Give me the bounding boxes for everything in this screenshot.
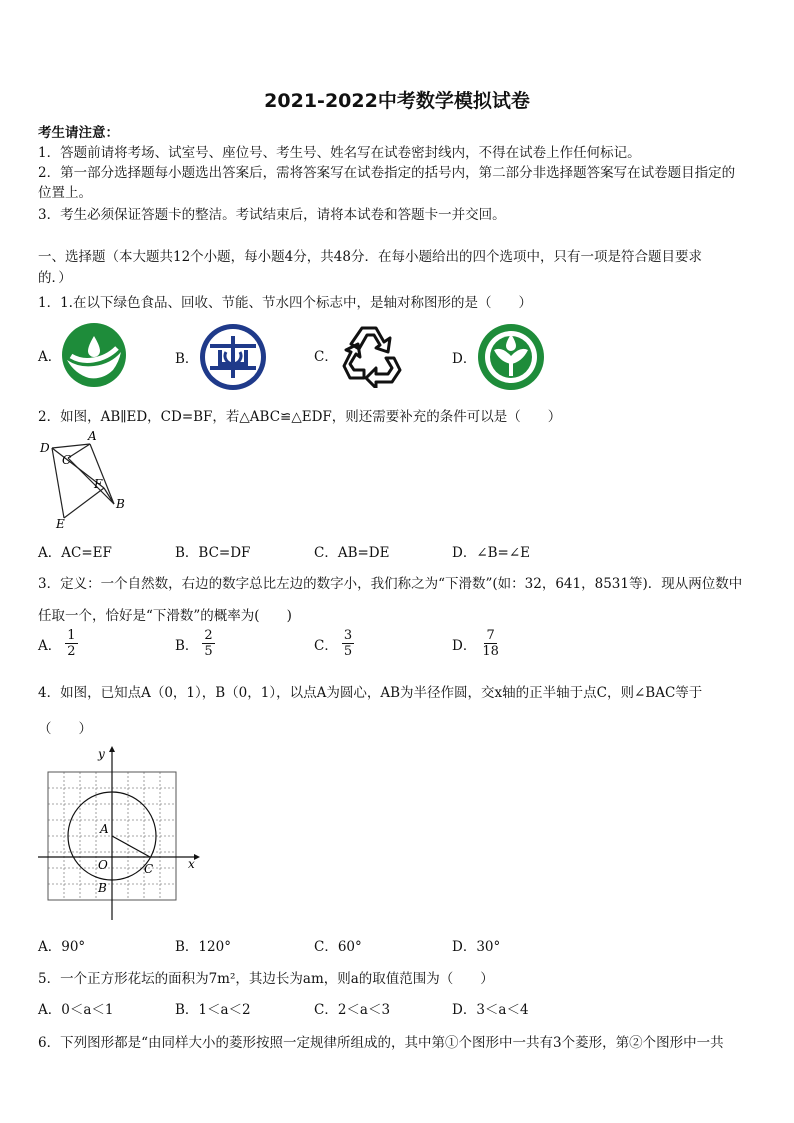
fraction [65,628,77,659]
numerator: 1 [67,628,76,643]
q4-figure [36,744,204,922]
label-F: F [94,477,103,491]
section1-intro-cont: 的．） [38,270,72,286]
q2-stem: 2．如图，AB∥ED，CD=BF，若△ABC≌△EDF，则还需要补充的条件可以是（ ） [38,409,562,425]
green-food-logo-icon [61,322,127,388]
q1-option-d[interactable] [452,322,546,392]
q3-option-label: B． [175,637,199,654]
q4-option-b[interactable]: B．120° [175,939,231,955]
numerator: 3 [343,628,353,643]
q3-option-label: D． [452,637,477,654]
notice-item-2: 2．第一部分选择题每小题选出答案后，需将答案写在试卷指定的括号内，第二部分非选择题答案写在试卷题目指定的 [38,165,736,181]
denominator: 18 [482,644,499,659]
q3-option-label: A． [38,637,62,654]
q5-options [38,998,758,1018]
q6-stem: 6．下列图形都是“由同样大小的菱形按照一定规律所组成的，其中第①个图形中一共有3个菱形，第②个图形中一共 [38,1035,724,1051]
label-C: C [144,862,154,876]
q4-option-c[interactable]: C．60° [314,939,362,955]
q2-option-d[interactable]: D．∠B=∠E [452,545,531,561]
q2-option-c[interactable]: C．AB=DE [314,545,390,561]
recycle-arrows-icon [338,322,404,388]
axis-label-y: y [98,747,105,761]
q1-option-label: A． [38,349,62,365]
label-E: E [56,517,65,531]
label-A: A [88,429,97,443]
q4-stem-cont: （ ） [38,721,92,737]
q3-stem: 3．定义：一个自然数，右边的数字总比左边的数字小，我们称之为“下滑数”(如：32，641，8531等)．现从两位数中 [38,576,743,592]
recycle-circle-logo-icon [198,322,268,392]
notice-item-3: 3．考生必须保证答题卡的整洁。考试结束后，请将本试卷和答题卡一并交回。 [38,207,506,223]
q3-option-b[interactable] [175,628,215,659]
q3-option-label: C． [314,637,338,654]
q2-option-a[interactable]: A．AC=EF [38,545,112,561]
label-B: B [116,497,125,511]
notice-item-1: 1．答题前请将考场、试室号、座位号、考生号、姓名写在试卷密封线内，不得在试卷上作任何标记。 [38,145,641,161]
q3-stem-cont: 任取一个，恰好是“下滑数”的概率为( ) [38,608,292,624]
water-saving-logo-icon [476,322,546,392]
denominator: 2 [67,644,76,659]
notice-heading: 考生请注意： [38,125,119,141]
q1-option-label: D． [452,351,477,367]
label-D: D [40,441,50,455]
fraction [342,628,354,659]
section1-intro: 一、选择题（本大题共12个小题，每小题4分，共48分．在每小题给出的四个选项中，只有一项是符合题目要求 [38,249,702,265]
label-C: C [62,453,72,467]
q5-option-a[interactable]: A．0＜a＜1 [38,1002,114,1018]
q1-option-b[interactable] [175,322,268,392]
q4-option-a[interactable]: A．90° [38,939,86,955]
q3-option-c[interactable] [314,628,354,659]
denominator: 5 [204,644,213,659]
q5-option-b[interactable]: B．1＜a＜2 [175,1002,251,1018]
q5-option-c[interactable]: C．2＜a＜3 [314,1002,391,1018]
q2-figure [36,428,136,534]
q4-options [38,935,758,955]
q1-option-c[interactable] [314,322,404,388]
numerator: 2 [204,628,213,643]
fraction [202,628,214,659]
page-title: 2021-2022中考数学模拟试卷 [264,90,530,112]
q1-option-label: C． [314,349,338,365]
denominator: 5 [343,644,353,659]
numerator: 7 [486,628,495,643]
axis-label-x: x [188,857,195,871]
q5-stem: 5．一个正方形花坛的面积为7m²，其边长为am，则a的取值范围为（ ） [38,971,494,987]
q4-option-d[interactable]: D．30° [452,939,501,955]
q3-option-a[interactable] [38,628,78,659]
q1-stem: 1．1.在以下绿色食品、回收、节能、节水四个标志中，是轴对称图形的是（ ） [38,295,532,311]
label-O: O [98,858,108,872]
label-B: B [98,881,107,895]
notice-item-2-cont: 位置上。 [38,185,92,201]
q3-options [38,628,758,668]
q2-option-b[interactable]: B．BC=DF [175,545,251,561]
label-A: A [100,822,109,836]
fraction [480,628,501,659]
q4-stem: 4．如图，已知点A（0，1），B（0，1），以点A为圆心，AB为半径作圆，交x轴的正半轴于点C，则∠BAC等于 [38,685,703,701]
q5-option-d[interactable]: D．3＜a＜4 [452,1002,529,1018]
q2-options [38,541,758,561]
q1-option-label: B． [175,351,199,367]
q3-option-d[interactable] [452,628,501,659]
q1-option-a[interactable] [38,322,127,388]
